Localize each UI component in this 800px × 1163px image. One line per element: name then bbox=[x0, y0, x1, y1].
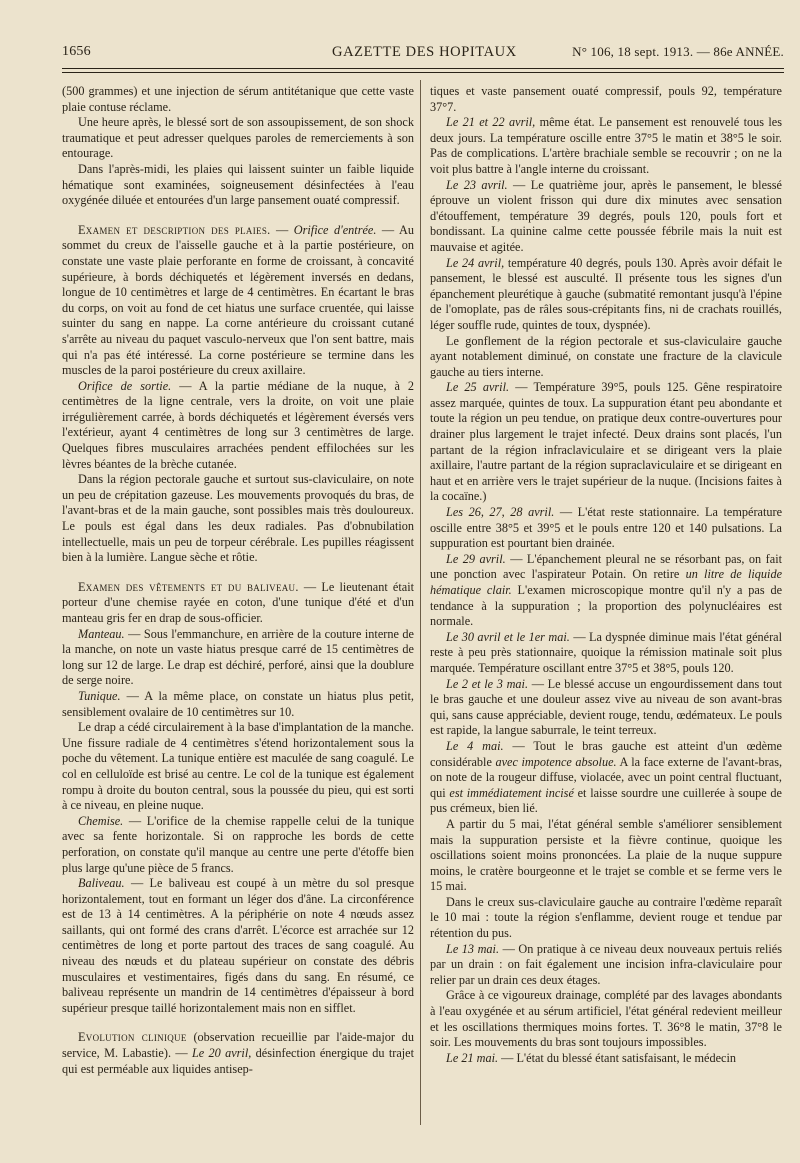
date-label: Le 4 mai. bbox=[446, 738, 504, 753]
paragraph-text: L'orifice de la chemise rappelle celui de la tunique avec sa fente horizontale. Si on rapproche les bords de cette perforation, on constate qu'il manque au centre une perte d'étoffe bien plus large qu'une pièce de 5 francs. bbox=[62, 813, 415, 875]
entry-text: — L'état du blessé étant satisfaisant, le médecin bbox=[501, 1050, 737, 1065]
paragraph: Grâce à ce vigoureux drainage, complété par des lavages abondants à l'eau oxygénée et au sérum artificiel, l'état général redevient meilleur et les oscillations thermiques moins fortes. T. 36°8 le matin, 37°8 le soir. Les mouvements du bras sont toujours impossibles. bbox=[430, 988, 782, 1050]
entry bbox=[430, 942, 782, 989]
date-label: Le 21 mai. bbox=[446, 1050, 499, 1065]
page-header bbox=[62, 40, 784, 62]
date-label: Le 23 avril. bbox=[446, 177, 508, 192]
paragraph-text: désinfection énergique du trajet qui est perméable aux liquides antisep- bbox=[62, 1046, 415, 1076]
entry bbox=[430, 178, 782, 256]
date-label: Le 21 et 22 avril, bbox=[446, 115, 536, 130]
left-column bbox=[62, 84, 414, 1077]
subheading: Baliveau. bbox=[78, 876, 125, 891]
page-number: 1656 bbox=[62, 44, 91, 59]
subheading: Orifice de sortie. bbox=[78, 378, 172, 393]
entry-emphasis: un litre de liquide hématique clair. bbox=[430, 567, 783, 597]
paragraph: tiques et vaste pansement ouaté compressif, pouls 92, température 37°7. bbox=[430, 84, 782, 114]
entry-text: et laisse sourdre une cuillerée à soupe de pus crémeux, bien lié. bbox=[430, 785, 782, 816]
entry bbox=[430, 380, 782, 505]
date-label: Les 26, 27, 28 avril. bbox=[446, 505, 555, 520]
entry bbox=[430, 115, 782, 177]
entry-emphasis: est immédiatement incisé bbox=[449, 785, 574, 800]
date-label: Le 25 avril. bbox=[446, 380, 510, 395]
entry-emphasis: avec impotence absolue. bbox=[495, 754, 617, 769]
entry bbox=[430, 1051, 782, 1067]
section-examen-plaies: Examen et description des plaies. — Orifice d'entrée. — Au sommet du creux de l'aisselle gauche et à la partie postérieure, on constate une vaste plaie perforante en forme de croissant, à concavité supérieure, à bords déchiquetés et légèrement inversés en dedans, longue de 10 centimètres et large de 4 centimètres. En écartant le bras du corps, on voit au fond de cet hiatus une surface cruentée, qui laisse suinter du sang en nappe. La corne antérieure du croissant cutané s'arrête au niveau du paquet vasculo-nerveux que l'on sent battre, mais qui n'a pas été intéressé. La corne postérieure se termine dans les muscles de la paroi postérieure du creux axillaire. bbox=[62, 222, 414, 378]
entry bbox=[430, 630, 782, 677]
column-divider bbox=[420, 80, 421, 1125]
right-column bbox=[430, 84, 782, 1066]
section-examen-vetements: Examen des vêtements et du baliveau. — Le lieutenant était porteur d'une chemise rayée en coton, d'une tunique d'été et d'un manteau gris fer en drap de sous-officier. bbox=[62, 579, 415, 625]
paragraph: Orifice de sortie. — A la partie médiane de la nuque, à 2 centimètres de la ligne centrale, vers la droite, on voit une plaie irrégulièrement carrée, à bords déchiquetés et légèrement éversés vers l'extérieur, ayant 4 centimètres de long sur 3 centimètres de large. Quelques fibres musculaires arrachées pendent effilochées sur les lèvres béantes de la brèche cutanée. bbox=[62, 378, 414, 471]
paragraph: Dans le creux sus-claviculaire gauche au contraire l'œdème reparaît le 10 mai : toute la région s'enflamme, devient rouge et tendue par rétention du pus. bbox=[430, 894, 782, 941]
entry bbox=[430, 552, 782, 630]
paragraph-text: Le lieutenant était porteur d'une chemise rayée en coton, d'une tunique d'été et d'un manteau gris fer en drap de sous-officier. bbox=[62, 579, 415, 625]
date-label: Le 13 mai. bbox=[446, 941, 500, 956]
entry-text: même état. Le pansement est renouvelé tous les deux jours. La température oscille entre 37°5 le matin et 38°5 le soir. Pas de complications. L'artère brachiale semble se recouvrir ; on ne la voit plus battre à l'angle interne du croissant. bbox=[430, 115, 782, 176]
entry bbox=[430, 677, 782, 739]
entry-text: — Le blessé accuse un engourdissement dans tout le bras gauche et une douleur assez vive au niveau de son avant-bras qui, sans cause appréciable, devient rouge, tendu, œdémateux. Le pouls est rapide, la langue saburrale, le teint terreux. bbox=[430, 676, 783, 738]
entry-text: — On pratique à ce niveau deux nouveaux pertuis reliés par un drain : on fait également une incision infra-claviculaire pour relier par un drain ces deux étages. bbox=[430, 941, 783, 987]
header-rule-thin bbox=[62, 72, 784, 73]
paragraph: Le drap a cédé circulairement à la base d'implantation de la manche. Une fissure radiale de 4 centimètres s'étend horizontalement sous la poche du vêtement. La tunique entière est maculée de sang coagulé. Le col en celluloïde est brisé au centre. Le col de la tunique est également rompu à droite du bouton central, sous la poussée du pieu, qui est sorti à ce niveau, en pleine nuque. bbox=[62, 720, 414, 813]
paragraph-text: Au sommet du creux de l'aisselle gauche et à la partie postérieure, on constate une vaste plaie perforante en forme de croissant, à concavité supérieure, à bords déchiquetés et légèrement inversés en dedans, longue de 10 centimètres et large de 4 centimètres. En écartant le bras du corps, on voit au fond de cet hiatus une surface cruentée, qui laisse suinter du sang en nappe. La corne antérieure du croissant cutané s'arrête au niveau du paquet vasculo-nerveux que l'on sent battre, mais qui n'a pas été intéressé. La corne postérieure se termine dans les muscles de la paroi postérieure du creux axillaire. bbox=[62, 222, 414, 378]
section-heading: Examen des vêtements et du baliveau. bbox=[78, 579, 299, 594]
paragraph-text: Sous l'emmanchure, en arrière de la couture interne de la manche, on note un vaste hiatus presque carré de 15 centimètres de long sur 12 de large. Le drap est déchiré, perforé, ainsi que la doublure de serge noire. bbox=[62, 626, 414, 688]
subheading: Tunique. bbox=[78, 688, 121, 703]
date-label: Le 24 avril, bbox=[446, 255, 505, 270]
subheading: Orifice d'entrée. bbox=[293, 222, 377, 237]
paragraph: Dans la région pectorale gauche et surtout sus-claviculaire, on note un peu de crépitation gazeuse. Les mouvements provoqués du bras, de l'avant-bras et de la main gauche, sont possibles mais très douloureux. Le pouls est égal dans les deux radiales. Pas d'obnubilation intellectuelle, mais un peu de torpeur cérébrale. Les pupilles réagissent bien à la lumière. Langue sèche et rôtie. bbox=[62, 472, 414, 565]
entry-text: L'examen microscopique montre qu'il n'y a pas de tendance à la suppuration ; la proportion des polynucléaires est normale. bbox=[430, 583, 783, 629]
subheading: Manteau. bbox=[78, 626, 125, 641]
paragraph-text: Le baliveau est coupé à un mètre du sol presque horizontalement, tout en formant un léger dos d'âne. La circonférence est de 13 à 14 centimètres. A la périphérie on note 4 nœuds assez saillants, qui ont formé des crans d'arrêt. L'écorce est arrachée sur 12 centimètres de long et porte partout des traces de sang coagulé. Au niveau des nœuds et du plateau supérieur on constate des débris musculaires et vestimentaires, figés dans du sang. En résumé, ce baliveau représente un mandrin de 14 centimètres d'épaisseur à bord supérieur presque taillé horizontalement mais non en sifflet. bbox=[62, 876, 415, 1015]
header-rule bbox=[62, 68, 784, 69]
date-label: Le 29 avril. bbox=[446, 551, 506, 566]
paragraph: Chemise. — L'orifice de la chemise rappelle celui de la tunique avec sa fente horizontale. Si on rapproche les bords de cette perforation, on constate qu'il manque au centre une perte d'étoffe bien plus large qu'une pièce de 5 francs. bbox=[62, 813, 415, 875]
entry bbox=[430, 505, 782, 552]
issue-info: N° 106, 18 sept. 1913. — 86e ANNÉE. bbox=[572, 44, 784, 59]
paragraph: Tunique. — A la même place, on constate un hiatus plus petit, sensiblement ovalaire de 10 centimètres sur 10. bbox=[62, 688, 414, 719]
journal-title: GAZETTE DES HOPITAUX bbox=[332, 44, 517, 60]
entry-text: — Le quatrième jour, après le pansement, le blessé éprouve un violent frisson qui dure dix minutes avec sensation d'étouffement, température 39 degrés, pouls 120, pouls fort et bondissant. La quinine calme cette poussée fébrile mais la nuit est mauvaise et agitée. bbox=[430, 177, 782, 254]
paragraph-text: (observation recueillie par l'aide-major du service, M. Labastie). — bbox=[62, 1030, 415, 1061]
entry-text: température 40 degrés, pouls 130. Après avoir défait le pansement, le blessé est ausculté. Il présente tous les signes d'un épanchement pleurétique à gauche (submatité remontant jusqu'à l'épine de l'omoplate, pas de râles sous-crépitants fins, ni de crachats rouillés, léger souffle rude, quintes de toux, dyspnée). bbox=[430, 255, 783, 332]
section-heading: Evolution clinique bbox=[78, 1030, 187, 1045]
section-heading: Examen et description des plaies. bbox=[78, 222, 271, 237]
paragraph: Dans l'après-midi, les plaies qui laissent suinter un faible liquide hématique sont examinées, soigneusement désinfectées à l'eau oxygénée diluée et entourées d'un large pansement ouaté compressif. bbox=[62, 161, 414, 208]
paragraph: Le gonflement de la région pectorale et sus-claviculaire gauche ayant notablement diminué, on constate une fracture de la clavicule gauche au tiers interne. bbox=[430, 333, 782, 379]
paragraph: (500 grammes) et une injection de sérum antitétanique que cette vaste plaie contuse réclame. bbox=[62, 84, 414, 114]
entry-text: — L'état reste stationnaire. La température oscille entre 38°5 et 39°5 et le pouls entre 120 et 140 pulsations. La suppuration est pourtant bien drainée. bbox=[430, 505, 783, 551]
section-evolution bbox=[62, 1030, 414, 1077]
paragraph: Une heure après, le blessé sort de son assoupissement, de son shock traumatique et peut adresser quelques paroles de remerciements à son entourage. bbox=[62, 115, 414, 161]
paragraph-text: A la même place, on constate un hiatus plus petit, sensiblement ovalaire de 10 centimètres sur 10. bbox=[62, 688, 414, 719]
paragraph: Baliveau. — Le baliveau est coupé à un mètre du sol presque horizontalement, tout en formant un léger dos d'âne. La circonférence est de 13 à 14 centimètres. A la périphérie on note 4 nœuds assez saillants, qui ont formé des crans d'arrêt. L'écorce est arrachée sur 12 centimètres de long et porte partout des traces de sang coagulé. Au niveau des nœuds et du plateau supérieur on constate des débris musculaires et vestimentaires, figés dans du sang. En résumé, ce baliveau représente un mandrin de 14 centimètres d'épaisseur à bord supérieur presque taillé horizontalement mais non en sifflet. bbox=[62, 876, 415, 1015]
entry-text: — L'épanchement pleural ne se résorbant pas, on fait une ponction avec l'aspirateur Potain. On retire bbox=[430, 551, 782, 582]
entry-text: — La dyspnée diminue mais l'état général reste à peu près stationnaire, quoique la rémission matinale soit plus marquée. Température oscillant entre 37°5 et 38°5, pouls 120. bbox=[430, 629, 782, 675]
paragraph: Manteau. — Sous l'emmanchure, en arrière de la couture interne de la manche, on note un vaste hiatus presque carré de 15 centimètres de long sur 12 de large. Le drap est déchiré, perforé, ainsi que la doublure de serge noire. bbox=[62, 626, 414, 688]
date-label: Le 30 avril et le 1er mai. bbox=[446, 629, 570, 644]
paragraph-text: A la partie médiane de la nuque, à 2 centimètres de la ligne centrale, vers la droite, on voit une plaie irrégulièrement carrée, à bords déchiquetés et légèrement éversés vers l'extérieur, ayant 4 centimètres de long sur 3 centimètres de large. Quelques fibres musculaires arrachées pendent effilochées sur les lèvres béantes de la brèche cutanée. bbox=[62, 378, 414, 471]
paragraph: A partir du 5 mai, l'état général semble s'améliorer sensiblement mais la suppuration persiste et la fièvre continue, quoique les oscillations soient moins prononcées. La plaie de la nuque suppure moins, le cratère bourgeonne et le trajet se comble et se ferme vers le 15 mai. bbox=[430, 816, 782, 894]
entry-text: — Tout le bras gauche est atteint d'un œdème considérable bbox=[430, 738, 782, 769]
entry bbox=[430, 739, 782, 817]
entry bbox=[430, 256, 782, 334]
subheading: Chemise. bbox=[78, 813, 124, 828]
entry-text: — Température 39°5, pouls 125. Gêne respiratoire assez marquée, quintes de toux. La suppuration étant peu abondante et toute la région un peu tendue, on pratique deux contre-ouvertures pour drainer plus largement le trajet infecté. Deux drains sont placés, l'un partant de la région infraclaviculaire et se dirigeant vers la plaie axillaire, l'autre partant de la région supraclaviculaire et se dirigeant en haut et en arrière vers le trajet supérieur de la nuque. (Incisions faites à la cocaïne.) bbox=[430, 380, 783, 504]
date-label: Le 2 et le 3 mai. bbox=[446, 676, 529, 691]
date-label: Le 20 avril, bbox=[191, 1046, 252, 1061]
entry-text: A la face externe de l'avant-bras, on note de la rougeur diffuse, violacée, avec un point central fluctuant, qui bbox=[430, 754, 783, 800]
